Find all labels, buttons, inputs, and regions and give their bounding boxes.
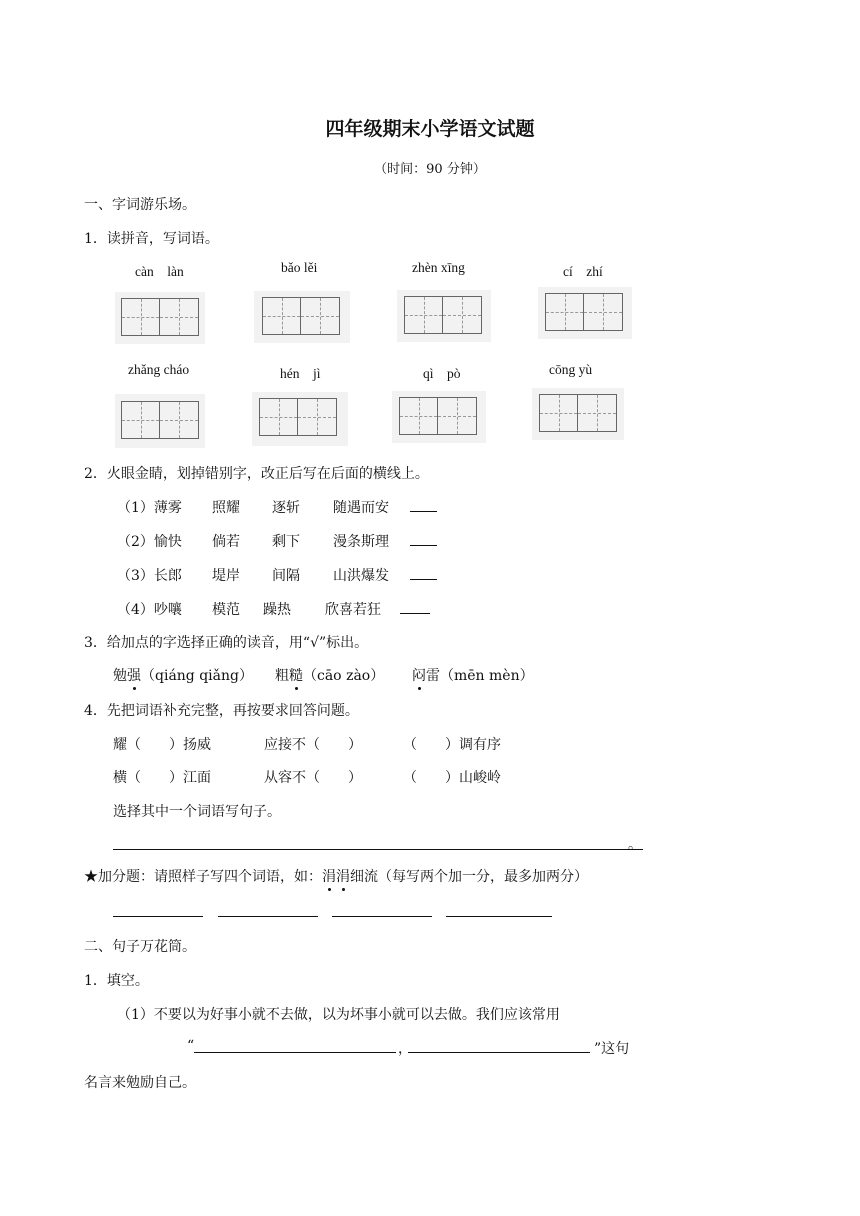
- q3-item-1: 勉强（qiáng qiǎng）: [113, 668, 253, 684]
- sentence-period: 。: [628, 837, 642, 853]
- pinyin-6: hén jì: [280, 366, 321, 381]
- pinyin-7: qì pò: [423, 366, 461, 381]
- answer-blank[interactable]: [410, 565, 437, 580]
- page-subtitle: （时间：90 分钟）: [374, 162, 486, 177]
- section1-heading: 一、字词游乐场。: [84, 197, 196, 213]
- writing-grid[interactable]: [404, 296, 482, 336]
- bonus-answer-line[interactable]: [332, 916, 432, 917]
- pinyin-1: càn làn: [135, 264, 184, 279]
- q3-label: 3．给加点的字选择正确的读音，用“√”标出。: [84, 635, 369, 651]
- writing-grid[interactable]: [539, 394, 617, 434]
- pinyin-3: zhèn xīng: [412, 260, 465, 275]
- page-title: 四年级期末小学语文试题: [325, 118, 535, 140]
- q3-item-3: 闷雷（mēn mèn）: [412, 668, 534, 684]
- q2-item-2: （2）愉快 倘若 剩下 漫条斯理: [117, 531, 182, 551]
- q4-word-3: （ ）调有序: [403, 737, 501, 753]
- dotted-char: 糙: [289, 668, 303, 684]
- dotted-char: 涓: [322, 869, 336, 885]
- q4-word-6: （ ）山峻岭: [403, 770, 501, 786]
- bonus-question: ★加分题：请照样子写四个词语，如：涓涓细流（每写两个加一分，最多加两分）: [84, 869, 588, 885]
- q4-word-5: 从容不（ ）: [264, 770, 362, 786]
- q1-label: 1．读拼音，写词语。: [84, 231, 219, 247]
- pinyin-2: bǎo lěi: [281, 260, 318, 275]
- answer-blank[interactable]: [410, 497, 437, 512]
- q4-word-2: 应接不（ ）: [264, 737, 362, 753]
- answer-blank[interactable]: [410, 531, 437, 546]
- s2-q1-item1: （1）不要以为好事小就不去做，以为坏事小就可以去做。我们应该常用: [117, 1007, 560, 1023]
- answer-blank[interactable]: [400, 599, 430, 614]
- q2-item-4: （4）吵嚷 模范 躁热 欣喜若狂: [117, 599, 182, 619]
- dotted-char: 强: [127, 668, 141, 684]
- bonus-answer-line[interactable]: [446, 916, 552, 917]
- pinyin-8: cōng yù: [549, 362, 593, 377]
- writing-grid[interactable]: [121, 401, 199, 441]
- q3-item-2: 粗糙（cāo zào）: [275, 668, 385, 684]
- s2-q1-ending: 名言来勉励自己。: [84, 1075, 196, 1091]
- pinyin-4: cí zhí: [563, 264, 603, 279]
- s2-q1-label: 1．填空。: [84, 973, 149, 989]
- writing-grid[interactable]: [259, 398, 337, 438]
- writing-grid[interactable]: [545, 293, 623, 333]
- section2-heading: 二、句子万花筒。: [84, 939, 196, 955]
- writing-grid[interactable]: [262, 297, 340, 337]
- bonus-answer-line[interactable]: [218, 916, 318, 917]
- writing-grid[interactable]: [399, 397, 477, 437]
- quote-answer-line-2[interactable]: [408, 1052, 590, 1053]
- writing-grid[interactable]: [121, 298, 199, 338]
- quote-answer-line-1[interactable]: [194, 1052, 396, 1053]
- dotted-char: 涓: [336, 869, 350, 885]
- q4-word-1: 耀（ ）扬威: [113, 737, 211, 753]
- q2-item-1: （1）薄雾 照耀 逐斩 随遇而安: [117, 497, 182, 517]
- q4-word-4: 横（ ）江面: [113, 770, 211, 786]
- star-icon: ★: [84, 869, 98, 885]
- q2-item-3: （3）长郎 堤岸 间隔 山洪爆发: [117, 565, 182, 585]
- q4-instruction: 选择其中一个词语写句子。: [113, 804, 281, 820]
- sentence-answer-line[interactable]: [113, 849, 643, 850]
- pinyin-5: zhǎng cháo: [128, 362, 190, 377]
- dotted-char: 闷: [412, 668, 426, 684]
- q2-label: 2．火眼金睛，划掉错别字，改正后写在后面的横线上。: [84, 466, 429, 482]
- q4-label: 4．先把词语补充完整，再按要求回答问题。: [84, 703, 359, 719]
- quote-comma: ，: [398, 1041, 412, 1057]
- quote-close: ”这句: [594, 1041, 630, 1057]
- bonus-answer-line[interactable]: [113, 916, 203, 917]
- s2-q1-quote-line: “: [187, 1038, 195, 1054]
